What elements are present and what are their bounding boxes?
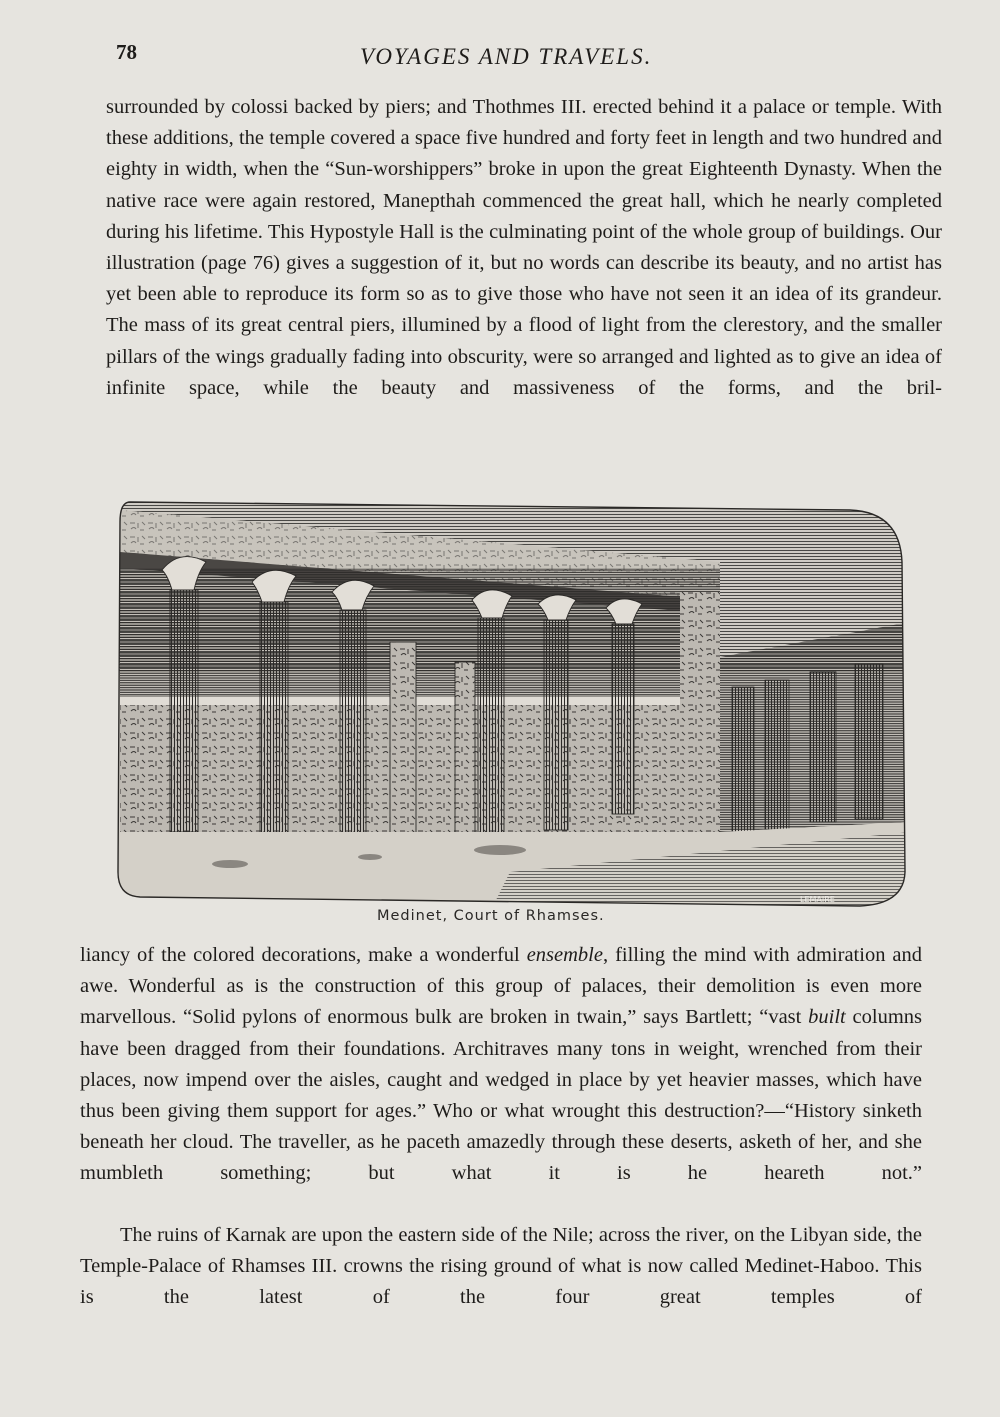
paragraph-text-run: , filling the mind with admiration and awe. Wonderful as is the construction of this group of palaces, their demolition is even more marvellous. “Solid pylons of enormous bulk are broken in twain,” says Bartlett; “vast [80, 944, 922, 1029]
paragraph-text-run: columns have been dragged from their foundations. Architraves many tons in weight, wrenched from their places, now impend over the aisles, caught and wedged in place by yet heavier masses, which have thus been giving them support for ages.” Who or what wrought this destruction?—“History sinketh beneath her cloud. The traveller, as he paceth amazedly through these deserts, asketh of her, and she mumbleth something; but what it is he heareth not.” [80, 1006, 923, 1185]
figure-caption: Medinet, Court of Rhamses. [377, 908, 605, 924]
paragraph-top: surrounded by colossi backed by piers; and Thothmes III. erected behind it a palace or temple. With these additions, the temple covered a space five hundred and forty feet in length and two hundred and eighty in width, when the “Sun-worshippers” broke in upon the great Eighteenth Dynasty. When the native race were again restored, Manepthah commenced the great hall, which he nearly completed during his lifetime. This Hypostyle Hall is the culminating point of the whole group of buildings. Our illustration (page 76) gives a suggestion of it, but no words can describe its beauty, and no artist has yet been able to reproduce its form so as to give those who have not seen it an idea of its grandeur. The mass of its great central piers, illumined by a flood of light from the clerestory, and the smaller pillars of the wings gradually fading into obscurity, were so arranged and lighted as to give an idea of infinite space, while the beauty and massiveness of the forms, and the bril- [106, 96, 942, 399]
paragraph-bottom [80, 940, 922, 1190]
page-number: 78 [116, 40, 137, 64]
temple-court-engraving [110, 492, 910, 912]
emphasis-ensemble: ensemble [526, 944, 603, 966]
emphasis-built: built [808, 1006, 846, 1029]
paragraph-text-run: liancy of the colored decorations, make a wonderful [80, 944, 527, 966]
paragraph-karnak: The ruins of Karnak are upon the eastern side of the Nile; across the river, on the Libyan side, the Temple-Palace of Rhamses III. crowns the rising ground of what is now called Medinet-Haboo. This is the latest of the four great temples of [80, 1224, 922, 1309]
engraver-signature: LEMAIRE [800, 895, 835, 904]
running-head: VOYAGES AND TRAVELS. [360, 44, 653, 69]
